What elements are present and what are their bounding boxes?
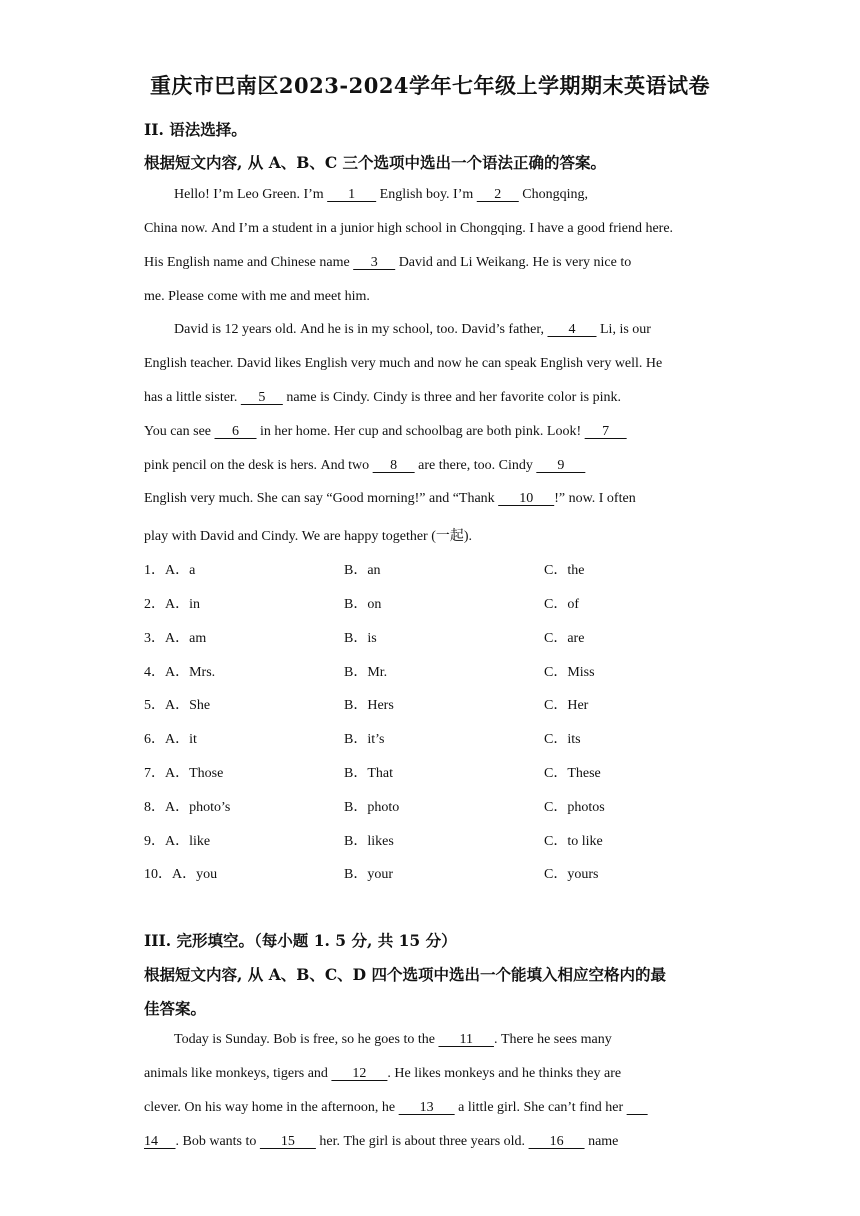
option-a[interactable]: 7．A．Those	[144, 766, 224, 781]
question-options	[144, 762, 744, 782]
option-b[interactable]: B．Hers	[344, 698, 394, 713]
option-b[interactable]: B．it’s	[344, 732, 385, 747]
option-b[interactable]: B．likes	[344, 834, 394, 849]
option-a[interactable]: 2．A．in	[144, 597, 200, 612]
passage-text: David and Li Weikang. He is very nice to	[395, 255, 632, 270]
blank-9: 9	[536, 458, 586, 473]
passage-line	[144, 1134, 724, 1150]
blank-6: 6	[214, 424, 257, 439]
passage-line	[144, 491, 724, 507]
option-c[interactable]: C．the	[544, 563, 585, 578]
passage-text: !” now. I often	[554, 491, 636, 506]
passage-text: David is 12 years old. And he is in my school, too. David’s father,	[174, 322, 548, 337]
passage-text: You can see	[144, 424, 215, 439]
option-c[interactable]: C．Her	[544, 698, 589, 713]
blank-2: 2	[476, 187, 519, 202]
passage-text: Today is Sunday. Bob is free, so he goes to the	[174, 1032, 439, 1047]
option-b[interactable]: B．photo	[344, 800, 400, 815]
passage-line	[144, 424, 724, 440]
passage-text: Hello! I’m Leo Green. I’m	[174, 187, 328, 202]
option-c[interactable]: C．Miss	[544, 665, 595, 680]
option-a[interactable]: 9．A．like	[144, 834, 211, 849]
blank-4: 4	[547, 322, 597, 337]
passage-text: are there, too. Cindy	[414, 458, 537, 473]
section-2-instruction: 根据短文内容, 从 A、B、C 三个选项中选出一个语法正确的答案。	[144, 153, 607, 172]
passage-line	[144, 289, 724, 305]
passage-line	[174, 1032, 724, 1048]
passage-text: China now. And I’m a student in a junior high school in Chongqing. I have a good friend here.	[144, 221, 674, 236]
blank-15: 15	[259, 1134, 316, 1149]
passage-text: . There he sees many	[493, 1032, 612, 1047]
question-options	[144, 830, 744, 850]
question-options	[144, 694, 744, 714]
blank-11: 11	[438, 1032, 494, 1047]
option-a[interactable]: 1．A．a	[144, 563, 196, 578]
blank-10: 10	[498, 491, 555, 506]
passage-text: English boy. I’m	[376, 187, 477, 202]
passage-text: me. Please come with me and meet him.	[144, 289, 370, 304]
passage-line	[144, 525, 724, 545]
option-b[interactable]: B．Mr.	[344, 665, 388, 680]
option-a[interactable]: 6．A．it	[144, 732, 197, 747]
option-c[interactable]: C．photos	[544, 800, 605, 815]
blank-5: 5	[240, 390, 283, 405]
question-options	[144, 627, 744, 647]
section-2-heading: II. 语法选择。	[144, 120, 247, 139]
option-a[interactable]: 5．A．She	[144, 698, 211, 713]
section-3-instruction: 根据短文内容, 从 A、B、C、D 四个选项中选出一个能填入相应空格内的最	[144, 965, 666, 984]
blank-14: 14	[144, 1134, 176, 1149]
option-b[interactable]: B．on	[344, 597, 382, 612]
question-options	[144, 661, 744, 681]
option-a[interactable]: 8．A．photo’s	[144, 800, 231, 815]
blank-7: 7	[584, 424, 627, 439]
passage-text: English very much. She can say “Good morning!” and “Thank	[144, 491, 499, 506]
passage-text: name	[584, 1134, 619, 1149]
page-title: 重庆市巴南区2023-2024学年七年级上学期期末英语试卷	[149, 73, 711, 98]
option-a[interactable]: 10．A．you	[144, 867, 218, 882]
blank-3: 3	[353, 255, 396, 270]
option-c[interactable]: C．its	[544, 732, 581, 747]
blank-12: 12	[331, 1066, 388, 1081]
option-b[interactable]: B．That	[344, 766, 393, 781]
passage-line	[144, 1066, 724, 1082]
passage-line	[174, 187, 724, 203]
passage-line	[144, 221, 724, 237]
option-b[interactable]: B．an	[344, 563, 381, 578]
passage-line	[144, 390, 724, 406]
blank-8: 8	[372, 458, 415, 473]
blank-16: 16	[528, 1134, 585, 1149]
option-c[interactable]: C．to like	[544, 834, 603, 849]
question-options	[144, 863, 744, 883]
option-c[interactable]: C．of	[544, 597, 579, 612]
option-b[interactable]: B．is	[344, 631, 377, 646]
passage-line	[144, 458, 724, 474]
passage-text: has a little sister.	[144, 390, 241, 405]
passage-text: clever. On his way home in the afternoon, he	[144, 1100, 399, 1115]
passage-text: Chongqing,	[518, 187, 588, 202]
blank-1: 1	[327, 187, 377, 202]
passage-line	[144, 356, 724, 372]
option-b[interactable]: B．your	[344, 867, 393, 882]
passage-text: His English name and Chinese name	[144, 255, 354, 270]
question-options	[144, 559, 744, 579]
question-options	[144, 593, 744, 613]
passage-text: name is Cindy. Cindy is three and her favorite color is pink.	[282, 390, 621, 405]
passage-text: . He likes monkeys and he thinks they are	[387, 1066, 622, 1081]
passage-line	[144, 255, 724, 271]
passage-line	[144, 1100, 724, 1116]
passage-text: English teacher. David likes English very much and now he can speak English very well. He	[144, 356, 663, 371]
option-a[interactable]: 3．A．am	[144, 631, 207, 646]
blank-13: 13	[398, 1100, 455, 1115]
passage-text: . Bob wants to	[175, 1134, 260, 1149]
option-c[interactable]: C．yours	[544, 867, 599, 882]
section-3-instruction-cont: 佳答案。	[144, 999, 207, 1018]
passage-text: in her home. Her cup and schoolbag are both pink. Look!	[256, 424, 585, 439]
passage-line	[174, 322, 724, 338]
passage-text: a little girl. She can’t find her	[454, 1100, 627, 1115]
passage-text: pink pencil on the desk is hers. And two	[144, 458, 373, 473]
blank-14-start	[627, 1100, 648, 1116]
passage-text: animals like monkeys, tigers and	[144, 1066, 332, 1081]
passage-text: Li, is our	[596, 322, 651, 337]
passage-text: play with David and Cindy. We are happy together (一起).	[144, 529, 473, 544]
option-c[interactable]: C．are	[544, 631, 585, 646]
question-options	[144, 728, 744, 748]
passage-text: her. The girl is about three years old.	[315, 1134, 529, 1149]
option-c[interactable]: C．These	[544, 766, 601, 781]
section-3-heading: III. 完形填空。（每小题 1. 5 分, 共 15 分）	[144, 931, 457, 950]
option-a[interactable]: 4．A．Mrs.	[144, 665, 216, 680]
question-options	[144, 796, 744, 816]
